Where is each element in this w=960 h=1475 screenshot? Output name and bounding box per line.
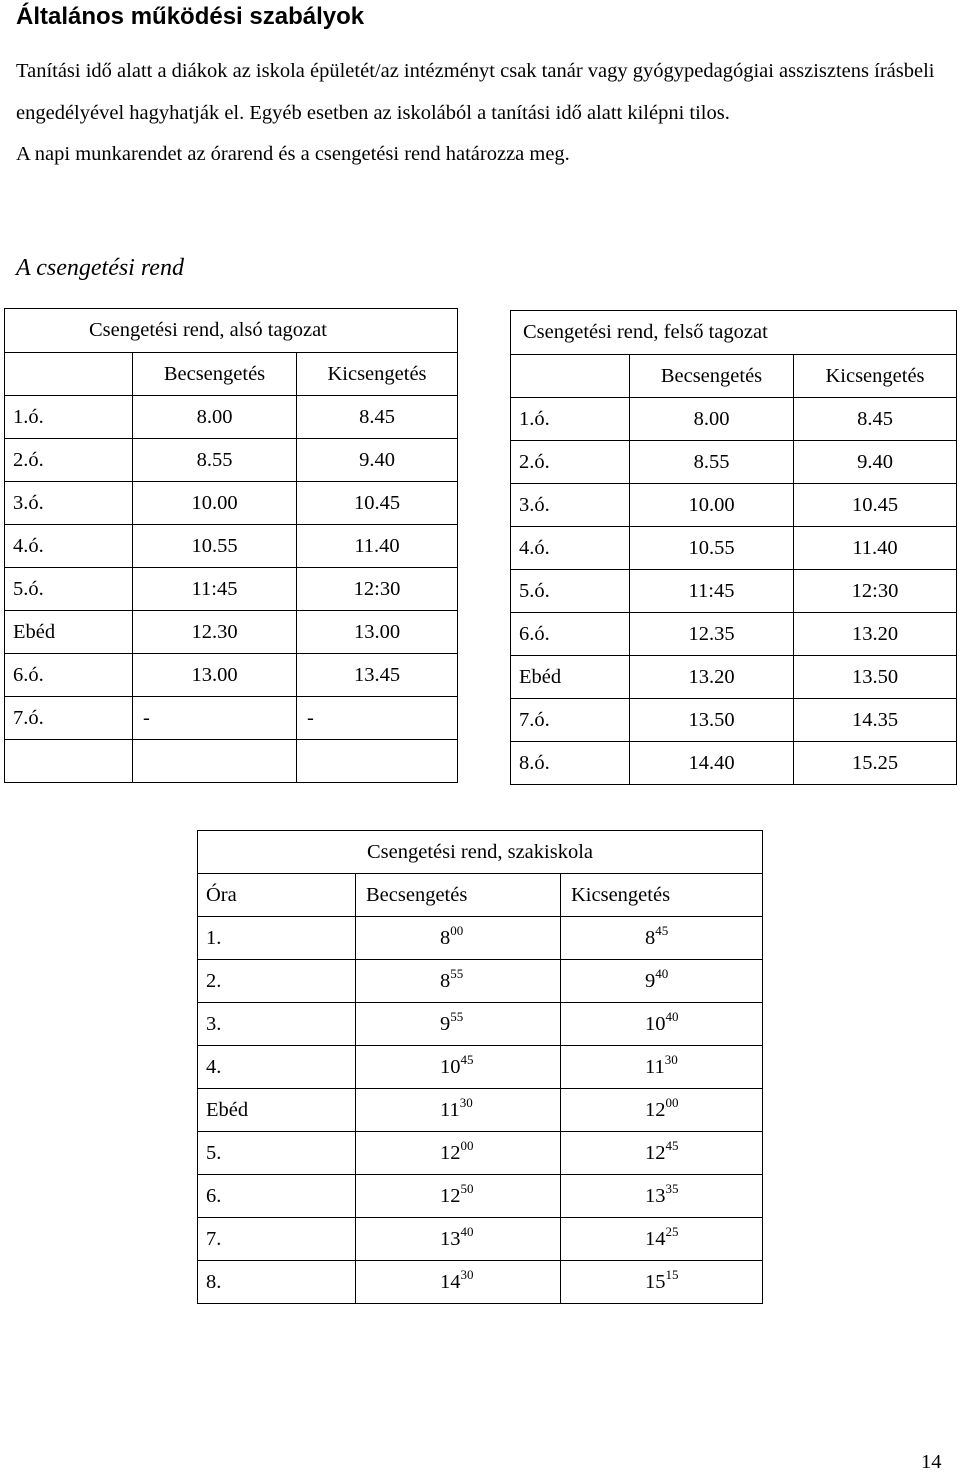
table-row bbox=[511, 441, 957, 484]
start-hour: 8 bbox=[440, 926, 451, 949]
end-time-cell: 12:30 bbox=[297, 568, 458, 611]
start-minute: 40 bbox=[460, 1223, 474, 1239]
start-time-cell: - bbox=[133, 697, 297, 740]
end-time-cell: 11.40 bbox=[794, 527, 957, 570]
table-row bbox=[5, 525, 458, 568]
lesson-cell: 5.ó. bbox=[5, 568, 133, 611]
end-time-cell: 8.45 bbox=[794, 398, 957, 441]
start-time-cell: 8.55 bbox=[133, 439, 297, 482]
start-minute: 55 bbox=[450, 965, 464, 981]
start-time-cell bbox=[356, 917, 561, 960]
lesson-cell: 8.ó. bbox=[511, 742, 630, 785]
start-time-cell: 13.50 bbox=[630, 699, 794, 742]
lesson-cell: 3.ó. bbox=[511, 484, 630, 527]
lesson-cell: Ebéd bbox=[198, 1089, 356, 1132]
end-time-cell bbox=[561, 1089, 763, 1132]
lesson-cell: 7.ó. bbox=[5, 697, 133, 740]
start-hour: 12 bbox=[440, 1184, 461, 1207]
table-row bbox=[5, 568, 458, 611]
end-time-cell: 11.40 bbox=[297, 525, 458, 568]
table-row bbox=[5, 740, 458, 783]
end-time-cell: 15.25 bbox=[794, 742, 957, 785]
table-row bbox=[198, 1046, 763, 1089]
lesson-cell: 4. bbox=[198, 1046, 356, 1089]
start-time-cell bbox=[356, 1261, 561, 1304]
end-hour: 13 bbox=[645, 1184, 666, 1207]
start-time-cell: 11:45 bbox=[630, 570, 794, 613]
table-bell-schedule-lower bbox=[4, 308, 458, 783]
table-title: Csengetési rend, felső tagozat bbox=[511, 311, 957, 355]
table-row bbox=[198, 1132, 763, 1175]
end-hour: 14 bbox=[645, 1227, 666, 1250]
start-hour: 9 bbox=[440, 1012, 451, 1035]
start-hour: 8 bbox=[440, 969, 451, 992]
page-number: 14 bbox=[921, 1451, 942, 1473]
lesson-cell: 2. bbox=[198, 960, 356, 1003]
lesson-cell: 1. bbox=[198, 917, 356, 960]
start-minute: 50 bbox=[460, 1180, 474, 1196]
lesson-cell: 6.ó. bbox=[511, 613, 630, 656]
start-minute: 30 bbox=[459, 1094, 473, 1110]
end-minute: 35 bbox=[665, 1180, 679, 1196]
start-minute: 45 bbox=[460, 1051, 474, 1067]
end-minute: 40 bbox=[655, 965, 669, 981]
start-time-cell: 10.55 bbox=[133, 525, 297, 568]
header-cell bbox=[511, 355, 630, 398]
end-time-cell: 13.45 bbox=[297, 654, 458, 697]
end-minute: 45 bbox=[665, 1137, 679, 1153]
table-row bbox=[198, 1089, 763, 1132]
header-cell: Kicsengetés bbox=[794, 355, 957, 398]
table-row bbox=[198, 960, 763, 1003]
end-time-cell bbox=[561, 1261, 763, 1304]
end-time-cell bbox=[297, 740, 458, 783]
table-row bbox=[198, 917, 763, 960]
lesson-cell: 4.ó. bbox=[511, 527, 630, 570]
lesson-cell: 1.ó. bbox=[5, 396, 133, 439]
lesson-cell: 3. bbox=[198, 1003, 356, 1046]
table-row bbox=[511, 742, 957, 785]
lesson-cell: 1.ó. bbox=[511, 398, 630, 441]
start-time-cell: 10.55 bbox=[630, 527, 794, 570]
end-minute: 40 bbox=[665, 1008, 679, 1024]
start-hour: 14 bbox=[440, 1270, 461, 1293]
start-time-cell bbox=[356, 1132, 561, 1175]
start-hour: 13 bbox=[440, 1227, 461, 1250]
end-hour: 9 bbox=[645, 969, 656, 992]
start-minute: 00 bbox=[460, 1137, 474, 1153]
lesson-cell: Ebéd bbox=[511, 656, 630, 699]
start-time-cell bbox=[356, 1046, 561, 1089]
lesson-cell: Ebéd bbox=[5, 611, 133, 654]
lesson-cell: 2.ó. bbox=[5, 439, 133, 482]
start-time-cell: 13.00 bbox=[133, 654, 297, 697]
start-time-cell: 13.20 bbox=[630, 656, 794, 699]
start-time-cell bbox=[133, 740, 297, 783]
lesson-cell: 7.ó. bbox=[511, 699, 630, 742]
header-cell: Óra bbox=[198, 874, 356, 917]
table-title: Csengetési rend, szakiskola bbox=[198, 831, 763, 874]
end-minute: 00 bbox=[665, 1094, 679, 1110]
end-time-cell bbox=[561, 1175, 763, 1218]
section-heading-bell-schedule: A csengetési rend bbox=[16, 255, 184, 281]
end-time-cell bbox=[561, 1003, 763, 1046]
table-row bbox=[511, 656, 957, 699]
table-row bbox=[511, 570, 957, 613]
start-time-cell: 14.40 bbox=[630, 742, 794, 785]
lesson-cell: 2.ó. bbox=[511, 441, 630, 484]
start-time-cell bbox=[356, 1175, 561, 1218]
end-time-cell bbox=[561, 1132, 763, 1175]
start-minute: 00 bbox=[450, 922, 464, 938]
start-time-cell: 8.55 bbox=[630, 441, 794, 484]
start-time-cell: 8.00 bbox=[630, 398, 794, 441]
table-row bbox=[5, 654, 458, 697]
table-row bbox=[198, 1261, 763, 1304]
end-minute: 15 bbox=[665, 1266, 679, 1282]
intro-paragraph bbox=[16, 51, 951, 176]
start-time-cell bbox=[356, 960, 561, 1003]
paragraph-leave-rules: Tanítási idő alatt a diákok az iskola épületét/az intézményt csak tanár vagy gyógypedagógiai asszisztens írásbeli engedélyével hagyhatják el. Egyéb esetben az iskolából a tanítási idő alatt kilépni tilos. bbox=[16, 60, 935, 124]
table-row bbox=[5, 611, 458, 654]
end-time-cell bbox=[561, 960, 763, 1003]
end-time-cell bbox=[561, 917, 763, 960]
header-cell bbox=[5, 353, 133, 396]
header-cell: Kicsengetés bbox=[561, 874, 763, 917]
table-row bbox=[198, 1175, 763, 1218]
start-time-cell: 12.35 bbox=[630, 613, 794, 656]
table-bell-schedule-vocational bbox=[197, 830, 763, 1304]
table-row bbox=[5, 697, 458, 740]
end-hour: 12 bbox=[645, 1098, 666, 1121]
start-minute: 30 bbox=[460, 1266, 474, 1282]
end-time-cell: 13.00 bbox=[297, 611, 458, 654]
lesson-cell: 6.ó. bbox=[5, 654, 133, 697]
header-cell: Kicsengetés bbox=[297, 353, 458, 396]
end-time-cell: 14.35 bbox=[794, 699, 957, 742]
table-row bbox=[198, 1003, 763, 1046]
start-time-cell bbox=[356, 1218, 561, 1261]
end-time-cell: 13.50 bbox=[794, 656, 957, 699]
end-time-cell: 9.40 bbox=[794, 441, 957, 484]
end-hour: 8 bbox=[645, 926, 656, 949]
table-row bbox=[5, 482, 458, 525]
lesson-cell bbox=[5, 740, 133, 783]
start-time-cell: 11:45 bbox=[133, 568, 297, 611]
table-row bbox=[511, 398, 957, 441]
table-row bbox=[511, 613, 957, 656]
lesson-cell: 6. bbox=[198, 1175, 356, 1218]
table-row bbox=[511, 699, 957, 742]
end-time-cell: 12:30 bbox=[794, 570, 957, 613]
end-time-cell: 13.20 bbox=[794, 613, 957, 656]
end-hour: 10 bbox=[645, 1012, 666, 1035]
end-minute: 25 bbox=[665, 1223, 679, 1239]
start-time-cell: 10.00 bbox=[133, 482, 297, 525]
start-time-cell: 12.30 bbox=[133, 611, 297, 654]
end-minute: 30 bbox=[664, 1051, 678, 1067]
table-row bbox=[511, 484, 957, 527]
lesson-cell: 8. bbox=[198, 1261, 356, 1304]
start-hour: 12 bbox=[440, 1141, 461, 1164]
table-row bbox=[511, 527, 957, 570]
end-time-cell bbox=[561, 1218, 763, 1261]
end-hour: 12 bbox=[645, 1141, 666, 1164]
lesson-cell: 4.ó. bbox=[5, 525, 133, 568]
end-time-cell: 10.45 bbox=[794, 484, 957, 527]
table-row bbox=[5, 439, 458, 482]
header-cell: Becsengetés bbox=[356, 874, 561, 917]
page-title: Általános működési szabályok bbox=[16, 3, 365, 30]
end-time-cell: - bbox=[297, 697, 458, 740]
start-time-cell bbox=[356, 1089, 561, 1132]
end-minute: 45 bbox=[655, 922, 669, 938]
start-time-cell: 8.00 bbox=[133, 396, 297, 439]
end-time-cell bbox=[561, 1046, 763, 1089]
end-time-cell: 9.40 bbox=[297, 439, 458, 482]
lesson-cell: 7. bbox=[198, 1218, 356, 1261]
end-hour: 11 bbox=[645, 1055, 665, 1078]
table-row bbox=[5, 396, 458, 439]
paragraph-daily-schedule: A napi munkarendet az órarend és a csengetési rend határozza meg. bbox=[16, 143, 570, 165]
start-minute: 55 bbox=[450, 1008, 464, 1024]
header-cell: Becsengetés bbox=[133, 353, 297, 396]
header-cell: Becsengetés bbox=[630, 355, 794, 398]
lesson-cell: 5.ó. bbox=[511, 570, 630, 613]
start-hour: 11 bbox=[440, 1098, 460, 1121]
lesson-cell: 3.ó. bbox=[5, 482, 133, 525]
end-time-cell: 10.45 bbox=[297, 482, 458, 525]
start-time-cell bbox=[356, 1003, 561, 1046]
end-time-cell: 8.45 bbox=[297, 396, 458, 439]
table-bell-schedule-upper bbox=[510, 310, 957, 785]
lesson-cell: 5. bbox=[198, 1132, 356, 1175]
start-time-cell: 10.00 bbox=[630, 484, 794, 527]
table-title: Csengetési rend, alsó tagozat bbox=[5, 309, 458, 353]
start-hour: 10 bbox=[440, 1055, 461, 1078]
end-hour: 15 bbox=[645, 1270, 666, 1293]
table-row bbox=[198, 1218, 763, 1261]
